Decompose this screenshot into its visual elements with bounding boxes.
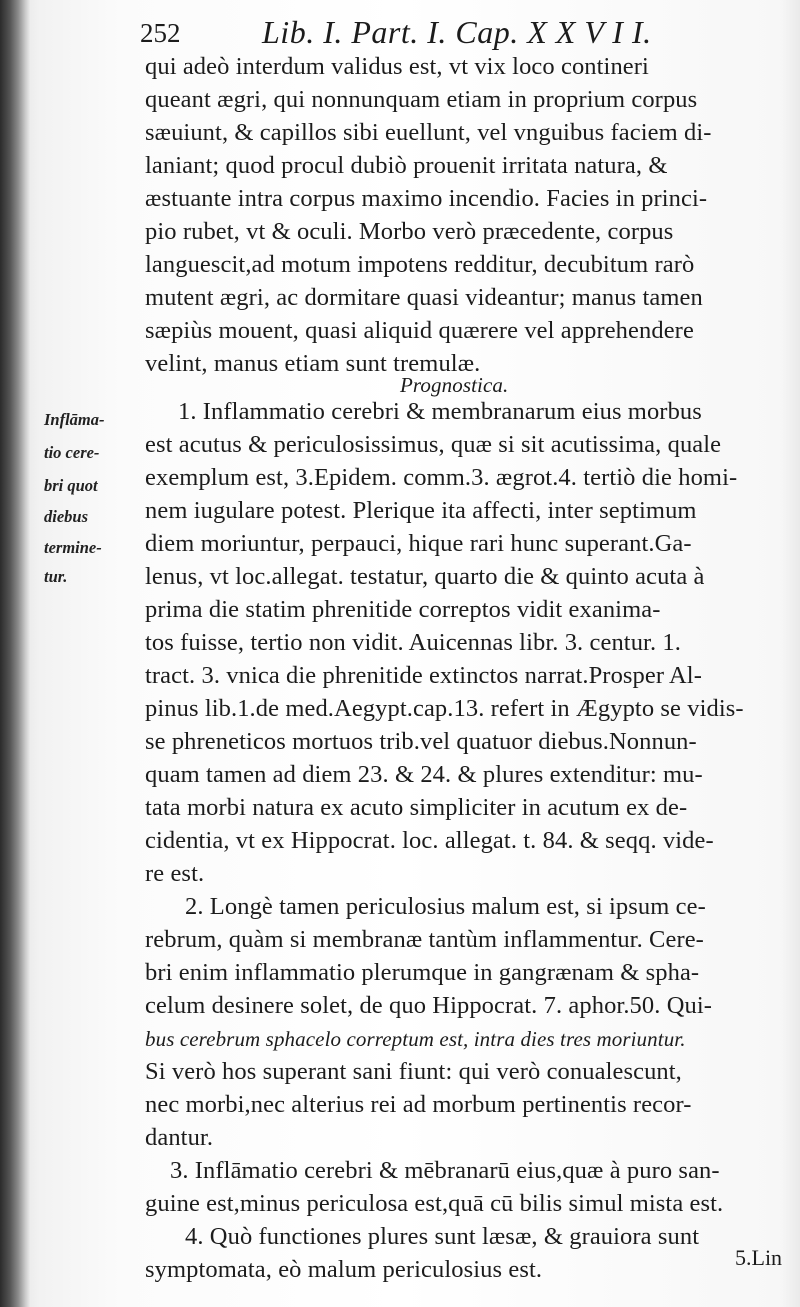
margin-note-line: diebus — [44, 507, 89, 526]
text-line: re est. — [145, 860, 205, 887]
text-line: tata morbi natura ex acuto simpliciter in acutum ex de- — [145, 794, 688, 821]
text-line: 1. Inflammatio cerebri & membranarum eius morbus — [178, 398, 702, 425]
text-line: celum desinere solet, de quo Hippocrat. 7. aphor.50. Qui- — [145, 992, 713, 1019]
text-line: bus cerebrum sphacelo correptum est, intra dies tres moriuntur. — [145, 1027, 686, 1051]
text-line: est acutus & periculosissimus, quæ si sit acutissima, quale — [145, 431, 722, 458]
margin-note-line: tio cere- — [44, 443, 100, 462]
text-line: exemplum est, 3.Epidem. comm.3. ægrot.4. tertiò die homi- — [145, 464, 738, 491]
section-heading: Prognostica. — [400, 373, 509, 397]
text-line: quam tamen ad diem 23. & 24. & plures extenditur: mu- — [145, 761, 703, 788]
text-line: symptomata, eò malum periculosius est. — [145, 1256, 543, 1283]
text-line: lenus, vt loc.allegat. testatur, quarto die & quinto acuta à — [145, 563, 705, 590]
text-line: pio rubet, vt & oculi. Morbo verò præcedente, corpus — [145, 218, 674, 245]
text-line: æstuante intra corpus maximo incendio. Facies in princi- — [145, 185, 708, 212]
margin-note-line: bri quot — [44, 476, 98, 495]
text-line: pinus lib.1.de med.Aegypt.cap.13. refert in Ægypto se vidis- — [145, 695, 744, 722]
text-line: 4. Quò functiones plures sunt læsæ, & grauiora sunt — [185, 1223, 700, 1250]
text-line: guine est,minus periculosa est,quā cū bilis simul mista est. — [145, 1190, 724, 1217]
text-line: cidentia, vt ex Hippocrat. loc. allegat. t. 84. & seqq. vide- — [145, 827, 714, 854]
text-line: 3. Inflāmatio cerebri & mēbranarū eius,quæ à puro san- — [170, 1157, 720, 1184]
page-number: 252 — [140, 18, 181, 48]
text-line: dantur. — [145, 1124, 214, 1151]
text-line: sæpiùs mouent, quasi aliquid quærere vel apprehendere — [145, 317, 694, 344]
margin-note-line: termine- — [44, 538, 102, 557]
text-line: laniant; quod procul dubiò prouenit irritata natura, & — [145, 152, 668, 179]
text-line: bri enim inflammatio plerumque in gangrænam & spha- — [145, 959, 700, 986]
text-line: prima die statim phrenitide correptos vidit exanima- — [145, 596, 661, 623]
text-line: diem moriuntur, perpauci, hique rari hunc superant.Ga- — [145, 530, 692, 557]
text-line: languescit,ad motum impotens redditur, decubitum rarò — [145, 251, 695, 278]
text-line: mutent ægri, ac dormitare quasi videantur; manus tamen — [145, 284, 703, 311]
text-line: nec morbi,nec alterius rei ad morbum pertinentis recor- — [145, 1091, 692, 1118]
text-line: velint, manus etiam sunt tremulæ. — [145, 350, 481, 377]
text-line: sæuiunt, & capillos sibi euellunt, vel vnguibus faciem di- — [145, 119, 712, 146]
catchword: 5.Lin — [735, 1245, 783, 1270]
text-line: Si verò hos superant sani fiunt: qui verò conualescunt, — [145, 1058, 682, 1085]
text-line: 2. Longè tamen periculosius malum est, si ipsum ce- — [185, 893, 706, 920]
text-line: queant ægri, qui nonnunquam etiam in proprium corpus — [145, 86, 698, 113]
text-line: nem iugulare potest. Plerique ita affecti, inter septimum — [145, 497, 697, 524]
text-line: rebrum, quàm si membranæ tantùm inflammentur. Cere- — [145, 926, 704, 953]
margin-note-line: tur. — [44, 567, 68, 586]
text-line: tos fuisse, tertio non vidit. Auicennas libr. 3. centur. 1. — [145, 629, 681, 656]
running-head: Lib. I. Part. I. Cap. X X V I I. — [262, 14, 652, 50]
text-line: qui adeò interdum validus est, vt vix loco contineri — [145, 53, 649, 80]
margin-note-line: Inflāma- — [44, 410, 105, 429]
text-line: tract. 3. vnica die phrenitide extinctos narrat.Prosper Al- — [145, 662, 702, 689]
text-line: se phreneticos mortuos trib.vel quatuor diebus.Nonnun- — [145, 728, 697, 755]
